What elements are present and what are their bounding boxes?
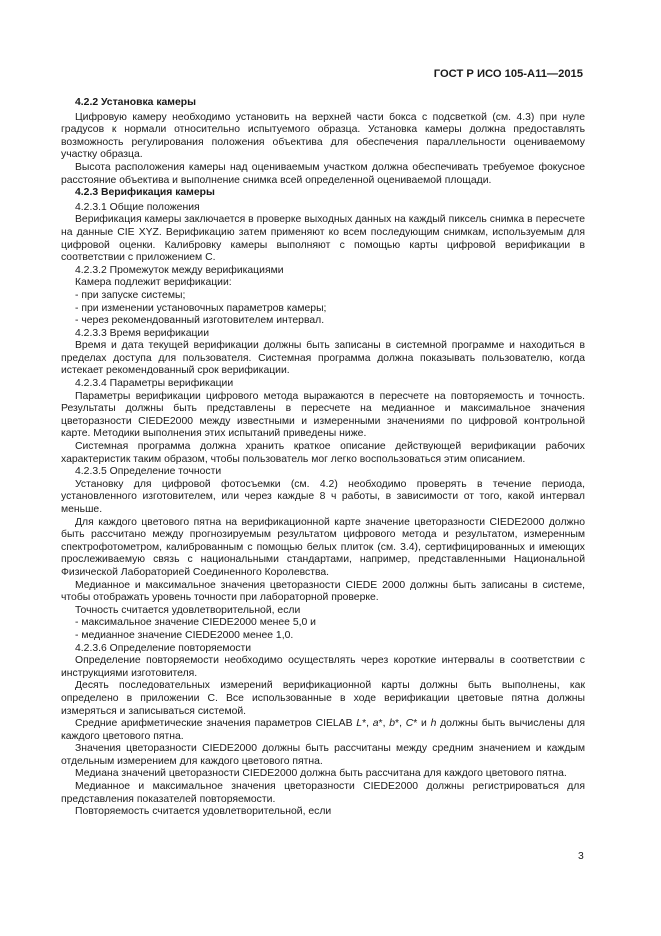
var-a: a — [372, 718, 379, 730]
section-heading-4-2-2: 4.2.2 Установка камеры — [75, 97, 196, 108]
list-item: - при запуске системы; — [75, 289, 186, 301]
paragraph: Камера подлежит верификации: — [75, 277, 232, 289]
subsection-heading: 4.2.3.4 Параметры верификации — [75, 378, 234, 390]
paragraph: Время и дата текущей верификации должны быть записаны в системной программе и находиться в пределах доступа для пользователя. Системная программа должна показывать пользователю, когда истекает рекомендованный срок верификации. — [61, 340, 585, 377]
paragraph: Высота расположения камеры над оцениваемым участком должна обеспечивать требуемое фокусное расстояние объектива и выполнение снимка всей определенной оцениваемой площади. — [61, 161, 585, 186]
paragraph: Системная программа должна хранить краткое описание действующей верификации рабочих характеристик таким образом, чтобы пользователь мог легко воспользоваться этим описанием. — [61, 441, 585, 465]
paragraph: Установку для цифровой фотосъемки (см. 4.2) необходимо проверять в течение периода, установленного изготовителем, или через каждые 8 ч работы, в зависимости от того, какой интервал меньше. — [61, 478, 585, 515]
paragraph: Десять последовательных измерений верификационной карты должны быть выполнены, как определено в приложении С. Все использованные в ходе верификации цветовые пятна должны измеряться и записываться системой. — [61, 680, 585, 717]
section-heading-4-2-3: 4.2.3 Верификация камеры — [75, 187, 215, 199]
paragraph: Значения цветоразности CIEDE2000 должны быть рассчитаны между средним значением и каждым отдельным измерением для каждого цветового пятна. — [61, 743, 585, 767]
paragraph: Медиана значений цветоразности CIEDE2000 должна быть рассчитана для каждого цветового пятна. — [75, 768, 567, 780]
paragraph: Верификация камеры заключается в проверке выходных данных на каждый пиксель снимка в пересчете на данные CIE XYZ. Верификацию затем применяют ко всем последующим снимкам, используемым для цифровой оценки. Калибровку камеры выполняют с помощью карты цифровой верификации в соответствии с приложением С. — [61, 214, 585, 264]
paragraph-cielab: Средние арифметические значения параметров CIELAB L*, a*, b*, C* и h должны быть вычислены для каждого цветового пятна. — [61, 718, 585, 742]
document-header-id: ГОСТ Р ИСО 105-A11—2015 — [433, 68, 583, 80]
paragraph: Повторяемость считается удовлетворительной, если — [75, 806, 332, 818]
subsection-heading: 4.2.3.6 Определение повторяемости — [75, 642, 252, 654]
document-body — [61, 97, 585, 819]
var-h: h — [430, 718, 437, 730]
paragraph: Определение повторяемости необходимо осуществлять через короткие интервалы в соответствии с инструкциями изготовителя. — [61, 655, 585, 679]
subsection-heading: 4.2.3.2 Промежуток между верификациями — [75, 264, 284, 276]
list-item: - при изменении установочных параметров камеры; — [75, 302, 327, 314]
var-l: L — [356, 718, 363, 730]
paragraph: Точность считается удовлетворительной, если — [75, 604, 301, 616]
var-c: C — [405, 718, 414, 730]
paragraph: Параметры верификации цифрового метода выражаются в пересчете на повторяемость и точность. Результаты должны быть представлены в пересчете на медианное и максимальное значения цветоразности CIEDE2000 между известными и измеренными значениями по цифровой контрольной карте. Методики выполнения этих испытаний приведены ниже. — [61, 390, 585, 440]
var-b: b — [389, 718, 396, 730]
subsection-heading: 4.2.3.1 Общие положения — [75, 201, 200, 213]
paragraph: Медианное и максимальное значения цветоразности CIEDE 2000 должны быть записаны в системе, чтобы отображать уровень точности при лабораторной проверке. — [61, 579, 585, 604]
list-item: - максимальное значение CIEDE2000 менее 5,0 и — [75, 617, 316, 629]
paragraph: Для каждого цветового пятна на верификационной карте значение цветоразности CIEDE2000 должно быть рассчитано между прогнозируемым результатом цифрового метода и результатом, измеренным спектрофотометром, калиброванным с помощью белых плиток (см. 3.4), сертифицированных и имеющих прослеживаемую связь с национальными стандартами, например, представленными Национальной Физической Лабораторией Соединенного Королевства. — [61, 516, 585, 578]
subsection-heading: 4.2.3.5 Определение точности — [75, 466, 222, 478]
text-fragment: Средние арифметические значения параметров CIELAB — [75, 718, 353, 730]
subsection-heading: 4.2.3.3 Время верификации — [75, 327, 210, 339]
text-fragment: должны быть вычислены для каждого цветового пятна. — [61, 718, 585, 742]
list-item: - медианное значение CIEDE2000 менее 1,0. — [75, 629, 294, 641]
paragraph: Медианное и максимальное значения цветоразности CIEDE2000 должны регистрироваться для представления показателей повторяемости. — [61, 781, 585, 805]
list-item: - через рекомендованный изготовителем интервал. — [75, 315, 325, 327]
page-number: 3 — [578, 851, 584, 862]
paragraph: Цифровую камеру необходимо установить на верхней части бокса с подсветкой (см. 4.3) при нуле градусов к нормали относительно испытуемого образца. Установка камеры должна предоставлять возможность регулирования положения объектива для обеспечения параллельности оцениваемому участку образца. — [61, 111, 585, 161]
